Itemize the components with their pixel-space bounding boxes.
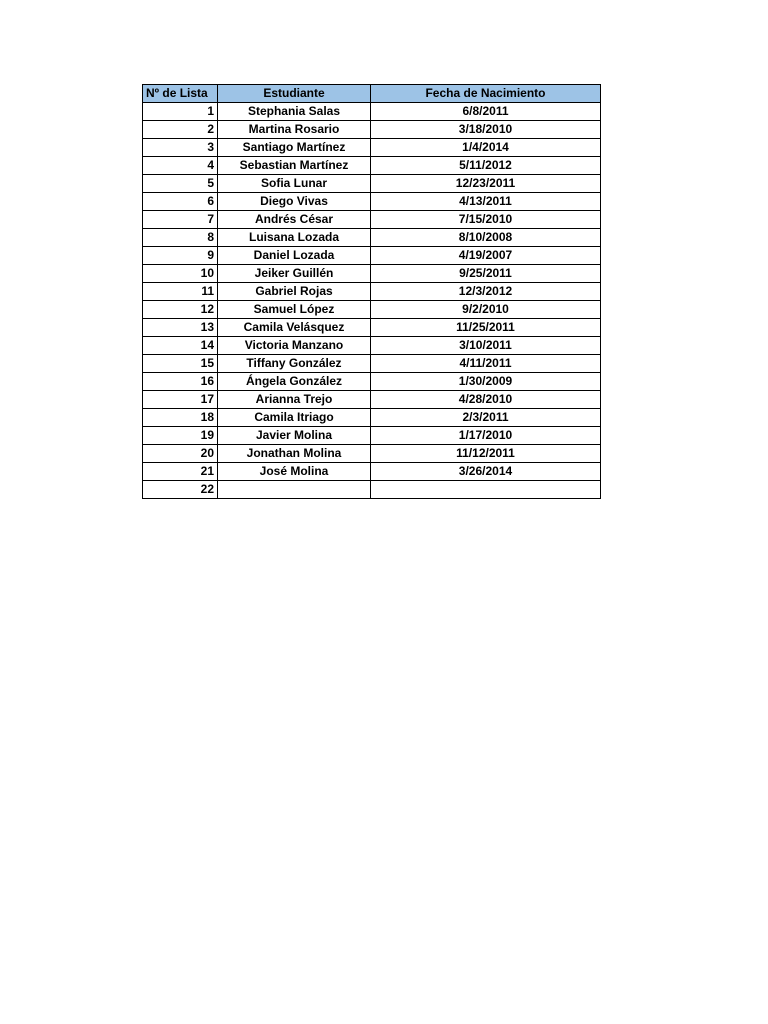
cell-list-number: 16 bbox=[143, 373, 218, 391]
cell-list-number: 7 bbox=[143, 211, 218, 229]
cell-birthdate: 5/11/2012 bbox=[371, 157, 601, 175]
cell-student-name: Victoria Manzano bbox=[218, 337, 371, 355]
cell-student-name: Ángela González bbox=[218, 373, 371, 391]
cell-student-name: Camila Velásquez bbox=[218, 319, 371, 337]
cell-birthdate: 1/4/2014 bbox=[371, 139, 601, 157]
table-row bbox=[143, 463, 601, 481]
cell-student-name: Jonathan Molina bbox=[218, 445, 371, 463]
cell-birthdate: 1/17/2010 bbox=[371, 427, 601, 445]
table-row bbox=[143, 121, 601, 139]
cell-student-name: Camila Itriago bbox=[218, 409, 371, 427]
cell-birthdate: 12/23/2011 bbox=[371, 175, 601, 193]
cell-student-name: Samuel López bbox=[218, 301, 371, 319]
cell-list-number: 3 bbox=[143, 139, 218, 157]
table-row bbox=[143, 319, 601, 337]
cell-list-number: 10 bbox=[143, 265, 218, 283]
cell-list-number: 18 bbox=[143, 409, 218, 427]
cell-list-number: 6 bbox=[143, 193, 218, 211]
cell-list-number: 4 bbox=[143, 157, 218, 175]
table-row bbox=[143, 355, 601, 373]
table-row bbox=[143, 481, 601, 499]
cell-list-number: 9 bbox=[143, 247, 218, 265]
cell-list-number: 12 bbox=[143, 301, 218, 319]
cell-birthdate: 3/26/2014 bbox=[371, 463, 601, 481]
table-row bbox=[143, 409, 601, 427]
cell-student-name bbox=[218, 481, 371, 499]
cell-birthdate: 6/8/2011 bbox=[371, 103, 601, 121]
cell-student-name: Javier Molina bbox=[218, 427, 371, 445]
cell-student-name: Gabriel Rojas bbox=[218, 283, 371, 301]
table-row bbox=[143, 301, 601, 319]
table-row bbox=[143, 283, 601, 301]
cell-student-name: Stephania Salas bbox=[218, 103, 371, 121]
cell-list-number: 1 bbox=[143, 103, 218, 121]
table-row bbox=[143, 445, 601, 463]
table-row bbox=[143, 427, 601, 445]
cell-birthdate: 9/2/2010 bbox=[371, 301, 601, 319]
cell-student-name: José Molina bbox=[218, 463, 371, 481]
cell-student-name: Jeiker Guillén bbox=[218, 265, 371, 283]
cell-birthdate: 7/15/2010 bbox=[371, 211, 601, 229]
cell-list-number: 13 bbox=[143, 319, 218, 337]
cell-list-number: 15 bbox=[143, 355, 218, 373]
cell-list-number: 17 bbox=[143, 391, 218, 409]
cell-birthdate: 12/3/2012 bbox=[371, 283, 601, 301]
cell-birthdate: 4/19/2007 bbox=[371, 247, 601, 265]
table-row bbox=[143, 247, 601, 265]
header-list-number: Nº de Lista bbox=[143, 85, 218, 103]
table-row bbox=[143, 139, 601, 157]
cell-list-number: 11 bbox=[143, 283, 218, 301]
cell-list-number: 22 bbox=[143, 481, 218, 499]
table-row bbox=[143, 373, 601, 391]
cell-birthdate: 4/13/2011 bbox=[371, 193, 601, 211]
cell-student-name: Sofia Lunar bbox=[218, 175, 371, 193]
cell-birthdate: 9/25/2011 bbox=[371, 265, 601, 283]
cell-birthdate: 3/10/2011 bbox=[371, 337, 601, 355]
cell-student-name: Tiffany González bbox=[218, 355, 371, 373]
cell-student-name: Luisana Lozada bbox=[218, 229, 371, 247]
cell-birthdate: 4/28/2010 bbox=[371, 391, 601, 409]
table-header bbox=[143, 85, 601, 103]
cell-list-number: 8 bbox=[143, 229, 218, 247]
student-roster-table bbox=[142, 84, 601, 499]
cell-birthdate: 11/25/2011 bbox=[371, 319, 601, 337]
cell-student-name: Arianna Trejo bbox=[218, 391, 371, 409]
cell-list-number: 21 bbox=[143, 463, 218, 481]
table-row bbox=[143, 229, 601, 247]
cell-list-number: 14 bbox=[143, 337, 218, 355]
cell-birthdate: 2/3/2011 bbox=[371, 409, 601, 427]
header-student: Estudiante bbox=[218, 85, 371, 103]
table-row bbox=[143, 193, 601, 211]
cell-student-name: Santiago Martínez bbox=[218, 139, 371, 157]
cell-birthdate bbox=[371, 481, 601, 499]
table-row bbox=[143, 391, 601, 409]
cell-student-name: Sebastian Martínez bbox=[218, 157, 371, 175]
table-row bbox=[143, 337, 601, 355]
cell-birthdate: 4/11/2011 bbox=[371, 355, 601, 373]
cell-student-name: Martina Rosario bbox=[218, 121, 371, 139]
table-row bbox=[143, 175, 601, 193]
cell-list-number: 20 bbox=[143, 445, 218, 463]
cell-student-name: Daniel Lozada bbox=[218, 247, 371, 265]
cell-list-number: 2 bbox=[143, 121, 218, 139]
table-body bbox=[143, 103, 601, 499]
header-row bbox=[143, 85, 601, 103]
cell-list-number: 19 bbox=[143, 427, 218, 445]
cell-list-number: 5 bbox=[143, 175, 218, 193]
table-row bbox=[143, 103, 601, 121]
cell-birthdate: 8/10/2008 bbox=[371, 229, 601, 247]
cell-birthdate: 1/30/2009 bbox=[371, 373, 601, 391]
cell-birthdate: 11/12/2011 bbox=[371, 445, 601, 463]
cell-student-name: Diego Vivas bbox=[218, 193, 371, 211]
table-row bbox=[143, 265, 601, 283]
cell-birthdate: 3/18/2010 bbox=[371, 121, 601, 139]
cell-student-name: Andrés César bbox=[218, 211, 371, 229]
header-birthdate: Fecha de Nacimiento bbox=[371, 85, 601, 103]
table-row bbox=[143, 211, 601, 229]
table-row bbox=[143, 157, 601, 175]
